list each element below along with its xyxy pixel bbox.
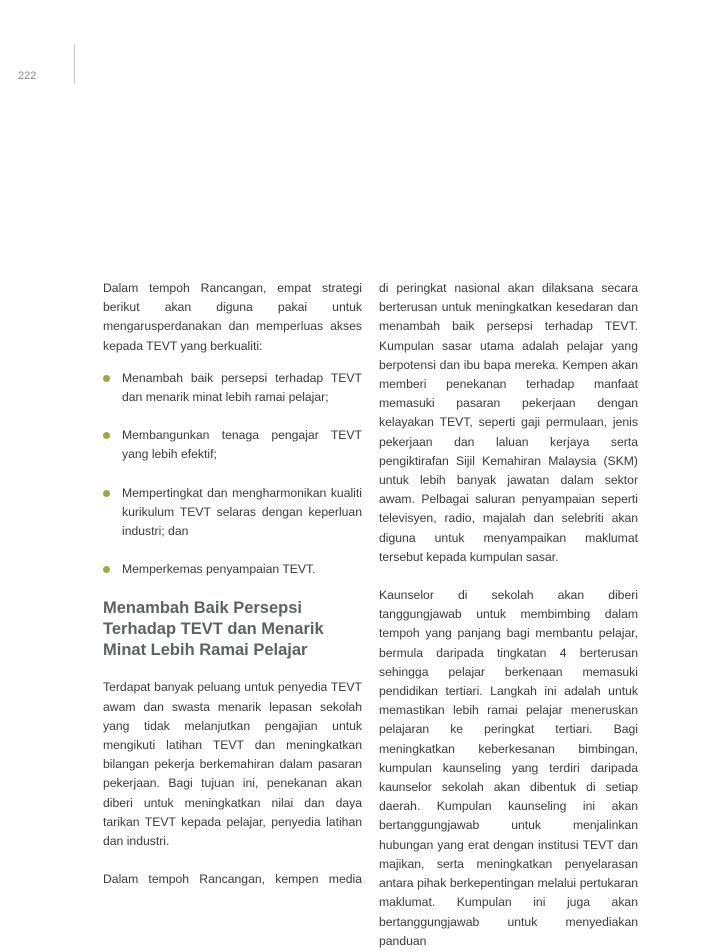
list-item [103,484,362,542]
bullet-dot-icon [103,566,110,573]
right-column [379,279,638,951]
intro-paragraph: Dalam tempoh Rancangan, empat strategi berikut akan diguna pakai untuk mengarusperdanakan dan memperluas akses kepada TEVT yang berkualiti: [103,281,362,353]
list-item [103,560,362,579]
bullet-dot-icon [103,490,110,497]
list-item [103,369,362,407]
bullet-dot-icon [103,375,110,382]
list-item-text: Mempertingkat dan mengharmonikan kualiti kurikulum TEVT selaras dengan keperluan industri; dan [122,485,362,539]
body-paragraph: di peringkat nasional akan dilaksana secara berterusan untuk meningkatkan kesedaran dan menambah baik persepsi terhadap TEVT. Kumpulan sasar utama adalah pelajar yang berpotensi dan ibu bapa mereka. Kempen akan memberi penekanan terhadap manfaat memasuki pasaran pekerjaan dengan kelayakan TEVT, seperti gaji permulaan, jenis pekerjaan dan laluan kerjaya serta pengiktirafan Sijil Kemahiran Malaysia (SKM) untuk lebih banyak jawatan dalam sektor awam. Pelbagai saluran penyampaian seperti televisyen, radio, majalah dan selebriti akan diguna untuk menyampaikan maklumat tersebut kepada kumpulan sasar. [379,281,638,564]
page-number: 222 [18,70,37,82]
left-column [103,279,362,889]
list-item-text: Menambah baik persepsi terhadap TEVT dan menarik minat lebih ramai pelajar; [122,370,362,405]
strategy-list [103,369,362,580]
list-item [103,426,362,464]
body-paragraph: Kaunselor di sekolah akan diberi tanggungjawab untuk membimbing dalam tempoh yang panjang bagi membantu pelajar, bermula daripada tingkatan 4 berterusan sehingga pelajar berkenaan memasuki pendidikan tertiari. Langkah ini adalah untuk memastikan lebih ramai pelajar meneruskan pelajaran ke peringkat tertiari. Bagi meningkatkan keberkesanan bimbingan, kumpulan kaunseling yang terdiri daripada kaunselor sekolah akan dibentuk di setiap daerah. Kumpulan kaunseling ini akan bertanggungjawab untuk menjalinkan hubungan yang erat dengan institusi TEVT dan majikan, serta meningkatkan penyelarasan antara pihak berkepentingan melalui pertukaran maklumat. Kumpulan ini juga akan bertanggungjawab untuk menyediakan panduan [379,588,638,948]
section-heading: Menambah Baik Persepsi Terhadap TEVT dan Menarik Minat Lebih Ramai Pelajar [103,599,324,660]
body-paragraph: Dalam tempoh Rancangan, kempen media [103,872,362,887]
body-paragraph: Terdapat banyak peluang untuk penyedia TEVT awam dan swasta menarik lepasan sekolah yang tidak melanjutkan pengajian untuk mengikuti latihan TEVT dan meningkatkan bilangan pekerja berkemahiran dalam pasaran pekerjaan. Bagi tujuan ini, penekanan akan diberi untuk meningkatkan nilai dan daya tarikan TEVT kepada pelajar, penyedia latihan dan industri. [103,680,362,849]
margin-rule [74,44,75,84]
list-item-text: Memperkemas penyampaian TEVT. [122,562,316,577]
bullet-dot-icon [103,432,110,439]
list-item-text: Membangunkan tenaga pengajar TEVT yang lebih efektif; [122,428,362,462]
